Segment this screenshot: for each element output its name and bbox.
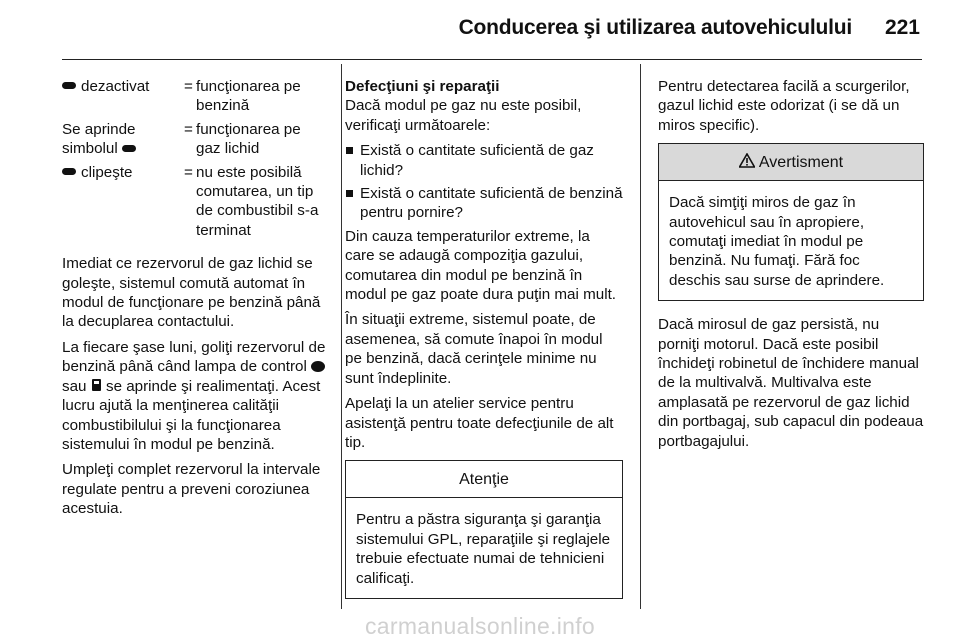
lpg-indicator-icon [122, 145, 136, 152]
status-row [62, 163, 328, 241]
warning-body: Dacă simţiţi miros de gaz în autovehicul sau în apropiere, comutaţi imediat în modul pe benzină. Nu fumaţi. Fără foc deschis sau surse de aprindere. [669, 194, 885, 289]
paragraph: Dacă mirosul de gaz persistă, nu porniţi motorul. Dacă este posibil închideţi robinetul de închidere manual de la multivalvă. Multivalva este amplasată pe rezervorul de gaz lichid din portbagaj, sub capacul din podeaua portbagajului. [658, 316, 924, 450]
lpg-indicator-icon [62, 82, 76, 89]
lpg-indicator-icon [62, 168, 76, 175]
list-item: Există o cantitate suficientă de gaz lichid? [345, 141, 623, 180]
column-middle [345, 77, 623, 599]
notice-box [345, 460, 623, 599]
column-right [658, 77, 924, 457]
warning-header [659, 144, 923, 181]
column-divider [341, 64, 342, 609]
page-title: Conducerea şi utilizarea autovehiculului [458, 16, 852, 39]
checklist [345, 141, 623, 223]
status-row [62, 120, 328, 159]
paragraph: În situaţii extreme, sistemul poate, de asemenea, să comute înapoi în modul pe benzină, dacă cerinţele minime nu sunt îndeplinite. [345, 311, 603, 387]
section-heading: Defecţiuni şi reparaţii [345, 78, 500, 95]
warning-title: Avertisment [758, 153, 844, 171]
status-key: Se aprinde simbolul [62, 120, 136, 158]
header-rule [62, 59, 922, 60]
paragraph: Imediat ce rezervorul de gaz lichid se goleşte, sistemul comută automat în modul de funcţionare pe benzină până la decuplarea contactului. [62, 255, 321, 331]
notice-title: Atenţie [346, 461, 622, 498]
fuel-pump-icon [92, 379, 101, 391]
paragraph: Apelaţi la un atelier service pentru asistenţă pentru toate defecţiunile de alt tip. [345, 395, 614, 451]
warning-triangle-icon [739, 153, 755, 168]
paragraph: Dacă modul pe gaz nu este posibil, verificaţi următoarele: [345, 97, 582, 134]
column-divider [640, 64, 641, 609]
control-lamp-icon [311, 361, 325, 372]
status-value: nu este posibilă comutarea, un tip de combustibil s-a terminat [196, 163, 319, 239]
status-eq: = [184, 78, 193, 95]
column-left [62, 77, 328, 525]
paragraph: La fiecare şase luni, goliţi rezervorul de benzină până când lampa de control sau se aprinde şi realimentaţi. Acest lucru ajută la menţinerea calităţii combustibilului şi la funcţionarea sistemului în modul pe benzină. [62, 338, 326, 453]
paragraph: Pentru detectarea facilă a scurgerilor, gazul lichid este odorizat (i se dă un miros specific). [658, 78, 910, 134]
paragraph: Din cauza temperaturilor extreme, la care se adaugă compoziţia gazului, comutarea din modul pe benzină în modul pe gaz poate dura puţin mai mult. [345, 227, 617, 304]
notice-body: Pentru a păstra siguranţa şi garanţia sistemului GPL, reparaţiile şi reglajele trebuie efectuate numai de tehnicieni calificaţi. [356, 511, 611, 587]
page-header [0, 0, 960, 62]
paragraph: Umpleţi complet rezervorul la intervale regulate pentru a preveni coroziunea acestuia. [62, 461, 321, 518]
status-key: clipeşte [81, 163, 133, 181]
warning-box [658, 143, 924, 301]
status-key: dezactivat [81, 78, 150, 95]
list-item: Există o cantitate suficientă de benzină pentru pornire? [345, 184, 623, 223]
status-row [62, 77, 328, 116]
watermark: carmanualsonline.info [364, 613, 596, 639]
bullet-square-icon [346, 147, 353, 154]
status-value: funcţionarea pe gaz lichid [196, 120, 301, 158]
status-eq: = [184, 163, 193, 181]
status-eq: = [184, 120, 193, 138]
bullet-square-icon [346, 190, 353, 197]
page-number: 221 [884, 16, 920, 39]
status-value: funcţionarea pe benzină [196, 78, 301, 115]
